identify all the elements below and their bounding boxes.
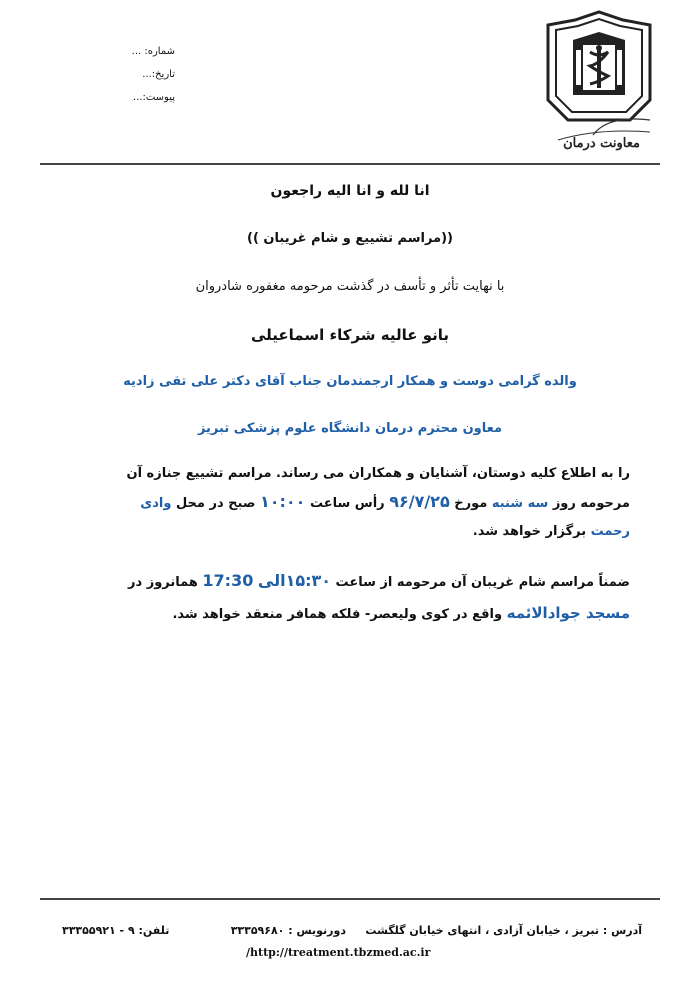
reference-block bbox=[100, 40, 175, 109]
logo-caption: معاونت درمان bbox=[563, 136, 640, 151]
dinner-to-label: الی bbox=[257, 571, 286, 590]
university-logo bbox=[538, 10, 660, 160]
funeral-text-c: رأس ساعت bbox=[305, 496, 390, 511]
funeral-paragraph bbox=[126, 460, 630, 546]
deceased-name: بانو عالیه شرکاء اسماعیلی bbox=[250, 326, 450, 344]
dinner-text-b: همانروز در bbox=[128, 575, 203, 590]
footer-phone: تلفن: ۹ - ۳۳۳۵۵۹۲۱ bbox=[62, 924, 170, 937]
funeral-line-3 bbox=[130, 518, 630, 546]
dinner-from-time: ۱۵:۳۰ bbox=[285, 571, 332, 590]
funeral-text-d: صبح در محل bbox=[171, 496, 260, 511]
dinner-text-a: ضمناً مراسم شام غریبان آن مرحومه از ساعت bbox=[331, 575, 630, 590]
intro-line: با نهایت تأثر و تأسف در گذشت مرحومه مغفوره شادروان bbox=[195, 279, 505, 294]
header-divider bbox=[40, 163, 660, 165]
dinner-line-1 bbox=[130, 566, 630, 598]
funeral-text-b: مورخ bbox=[449, 496, 492, 511]
dinner-text-end: واقع در کوی ولیعصر- فلکه همافر منعقد خواهد شد. bbox=[172, 607, 507, 622]
relation-line: والده گرامی دوست و همکار ارجمندمان جناب آقای دکتر علی تقی زادیه bbox=[123, 374, 577, 389]
date-label: تاریخ:... bbox=[142, 69, 175, 80]
mosque-name: مسجد جوادالائمه bbox=[506, 604, 630, 622]
funeral-date: ۹۶/۷/۲۵ bbox=[389, 492, 450, 511]
dinner-to-time: 17:30 bbox=[202, 571, 254, 590]
position-line: معاون محترم درمان دانشگاه علوم پزشکی تبریز bbox=[197, 421, 503, 436]
footer-fax: دورنویس : ۳۳۳۵۹۶۸۰ bbox=[230, 924, 346, 937]
verse: انا لله و انا الیه راجعون bbox=[270, 183, 430, 199]
ceremony-title: ((مراسم تشییع و شام غریبان )) bbox=[247, 231, 453, 246]
funeral-place-b: رحمت bbox=[590, 524, 630, 539]
dinner-line-2 bbox=[130, 598, 630, 630]
footer-divider bbox=[40, 898, 660, 900]
funeral-line-2 bbox=[130, 488, 630, 518]
footer-address: آدرس : تبریز ، خیابان آزادی ، انتهای خیابان گلگشت bbox=[365, 924, 642, 937]
funeral-place-a: وادی bbox=[140, 496, 172, 511]
footer-website[interactable]: /http://treatment.tbzmed.ac.ir bbox=[246, 946, 431, 959]
funeral-text-a: مرحومه روز bbox=[548, 496, 630, 511]
funeral-line-1: را به اطلاع کلیه دوستان، آشنایان و همکاران می رساند. مراسم تشییع جنازه آن bbox=[126, 466, 630, 481]
number-label: شماره: ... bbox=[131, 46, 175, 57]
funeral-text-end: برگزار خواهد شد. bbox=[472, 524, 591, 539]
dinner-paragraph bbox=[130, 566, 630, 630]
attachment-label: پیوست:... bbox=[132, 92, 175, 103]
funeral-day: سه شنبه bbox=[491, 496, 549, 511]
funeral-time: ۱۰:۰۰ bbox=[259, 492, 306, 511]
